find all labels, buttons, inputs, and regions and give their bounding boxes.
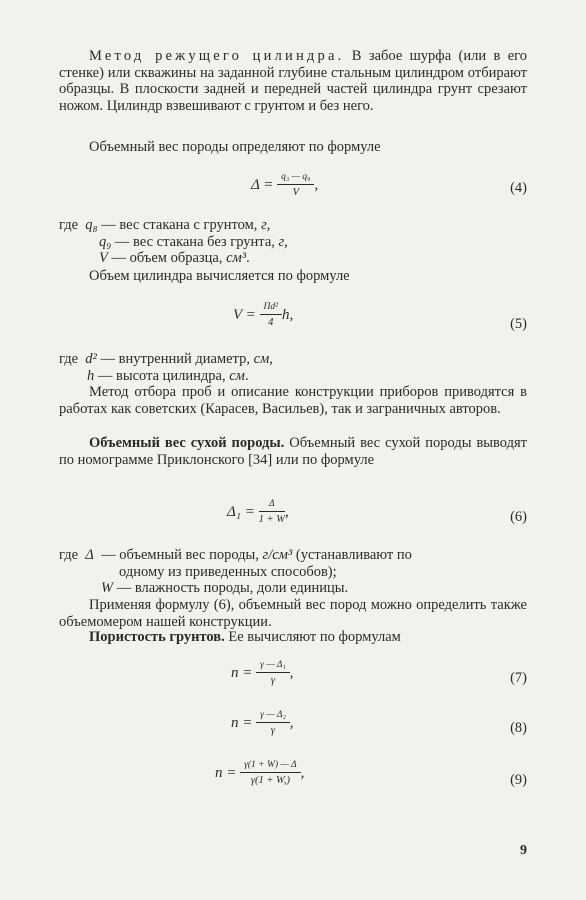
definition-text: — вес стакана без грунта, [111,233,279,250]
denominator: γ(1 + W,) [250,775,290,786]
formula-lhs: n = [215,764,237,781]
formula-6 [59,497,527,533]
equation-number: (6) [510,509,527,525]
fraction [256,710,290,737]
paragraph-text: Ее вычисляют по формулам [224,629,401,645]
formula-tail: h, [281,306,294,323]
formula-lhs: n = [231,714,253,731]
definition-text: — влажность породы, доли единицы. [113,580,349,596]
unit: см [229,367,245,384]
denominator: 1 + W [258,514,285,525]
unit: г/см³ [262,547,293,563]
equation-number: (8) [510,720,527,736]
definition-text: одному из приведенных способов); [119,563,337,580]
fraction [260,302,282,329]
run-in-heading: Объемный вес сухой породы. [89,435,285,451]
symbol: d² [85,351,97,367]
symbol: h [87,367,95,384]
numerator: γ(1 + W) — Δ [240,760,301,773]
fraction [277,172,314,199]
run-in-heading: Метод режущего цилиндра. [89,48,345,64]
paragraph-porosity [59,629,527,646]
definition-row: где d² — внутренний диаметр, см, [59,351,273,367]
formula-comma: , [314,176,319,193]
formula-comma: , [300,764,305,781]
formula-comma: , [284,503,289,520]
paragraph-methods: Метод отбора проб и описание конструкции приборов приводятся в работах как советских (Карасев, Васильев), так и заграничных авторов. [59,384,527,417]
definition-row: V — объем образца, см³. [99,250,250,266]
symbol: V [99,250,108,266]
definition-row [59,580,527,597]
definitions-5 [59,351,527,384]
paragraph-cutting-cylinder [59,48,527,114]
run-in-heading: Пористость грунтов. [89,629,225,645]
symbol: q₉ [99,233,112,250]
equation-number: (9) [510,772,527,788]
formula-5 [59,300,527,336]
definition-row [59,564,527,581]
symbol: W [101,580,114,596]
unit: г [261,217,267,233]
unit: см [253,351,270,367]
equation-number: (5) [510,316,527,332]
symbol: Δ [85,547,94,563]
definition-text: — вес стакана с грунтом, [97,217,262,233]
numerator: γ — Δ₂ [256,710,290,723]
paragraph-dry-weight [59,435,527,468]
formula-comma: , [289,664,294,681]
numerator: Δ [259,499,285,512]
denominator: γ [270,725,276,736]
formula-lhs: Δ₁ = [227,503,255,520]
formula-7 [59,658,527,694]
definition-text: — объемный вес породы, [97,547,263,563]
fraction [240,760,301,787]
unit: см³ [226,250,247,266]
denominator: γ [270,675,276,686]
where-word: где [59,351,79,367]
definition-text: — внутренний диаметр, [96,351,254,367]
unit: г [278,233,285,250]
formula-8 [59,708,527,744]
numerator: Πd² [260,302,282,315]
paragraph-formula-intro: Объемный вес породы определяют по формуле [89,139,381,155]
numerator: γ — Δ₁ [256,660,290,673]
numerator: q₃ — q₉ [277,172,314,185]
definition-row: h — высота цилиндра, см. [87,367,249,384]
definitions-4 [59,217,527,267]
paragraph-volumeter: Применяя формулу (6), объемный вес пород можно определить также объемомером нашей конструкции. [59,597,527,630]
definition-text: (устанавливают по [292,547,412,563]
denominator: V [292,187,300,198]
formula-9 [59,758,527,796]
formula-lhs: V = [233,306,256,323]
definitions-6 [59,547,527,597]
denominator: 4 [268,317,274,328]
paragraph-text: В забое шурфа (или в его стенке) или скважины на заданной глубине стальным цилиндром отбирают образцы. В плоскости задней и передней частей цилиндра грунт срезают ножом. Цилиндр взвешивают с грунтом и без него. [59,48,527,114]
equation-number: (4) [510,180,527,196]
definition-row [59,547,527,564]
formula-lhs: n = [231,664,253,681]
equation-number: (7) [510,670,527,686]
formula-comma: , [289,714,294,731]
definition-row: q₉ — вес стакана без грунта, г, [99,233,288,250]
formula-lhs: Δ = [251,176,274,193]
formula-4 [59,170,527,206]
symbol: q₈ [85,217,98,233]
definition-row: где q₈ — вес стакана с грунтом, г, [59,217,271,233]
definition-text: — высота цилиндра, [94,367,230,384]
definition-text: — объем образца, [107,250,227,266]
paragraph-volume-intro: Объем цилиндра вычисляется по формуле [89,268,350,284]
page-number: 9 [520,843,527,858]
where-word: где [59,217,79,233]
where-word: где [59,547,79,563]
fraction [259,499,285,526]
paragraph-text: Объемный вес сухой породы выводят по номограмме Приклонского [34] или по формуле [59,435,527,468]
fraction [256,660,290,687]
